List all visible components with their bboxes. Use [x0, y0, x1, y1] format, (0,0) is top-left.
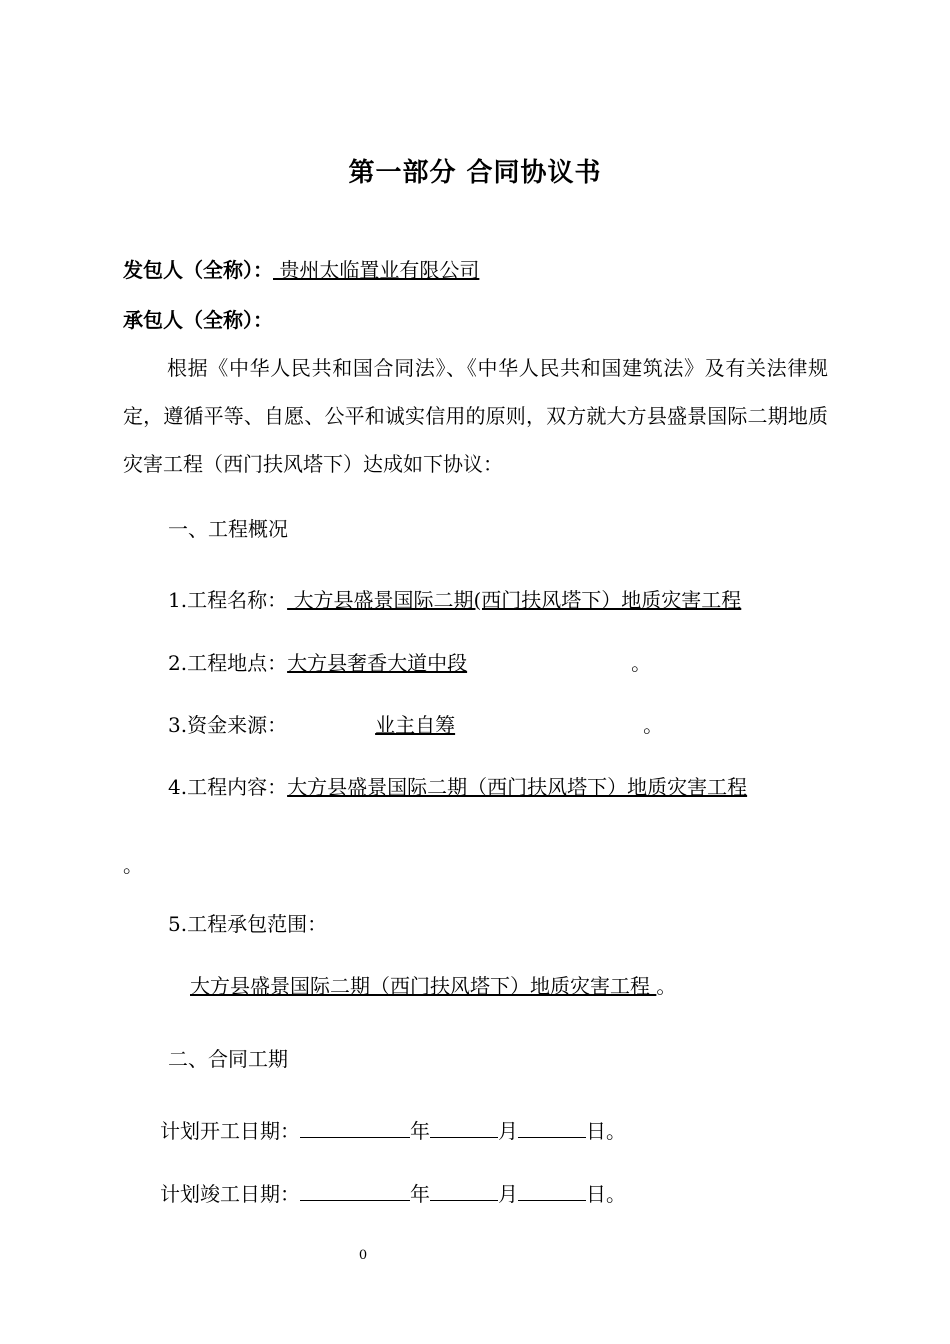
intro-paragraph: 根据《中华人民共和国合同法》、《中华人民共和国建筑法》及有关法律规定，遵循平等、自愿、公平和诚实信用的原则，双方就大方县盛景国际二期地质灾害工程（西门扶风塔下）达成如下协议：	[123, 356, 828, 476]
project-location-value: 大方县奢香大道中段	[287, 651, 468, 675]
project-name-line	[168, 584, 741, 613]
project-name-label: 1.工程名称：	[168, 588, 288, 612]
scope-end: 。	[656, 974, 677, 998]
scope-label: 5.工程承包范围：	[168, 912, 328, 936]
start-month-label: 月	[498, 1119, 518, 1143]
start-day-blank	[518, 1115, 586, 1138]
planned-start-line	[160, 1115, 626, 1144]
project-content-end: 。	[123, 853, 143, 877]
finish-month-label: 月	[498, 1182, 518, 1206]
planned-start-label: 计划开工日期：	[160, 1119, 300, 1143]
finish-day-label: 日。	[586, 1182, 626, 1206]
page-title: 第一部分 合同协议书	[348, 158, 602, 188]
planned-finish-label: 计划竣工日期：	[160, 1182, 300, 1206]
project-location-line	[168, 647, 651, 676]
funding-source-line	[168, 709, 663, 738]
contractor-line	[123, 304, 273, 333]
project-content-label: 4.工程内容：	[168, 775, 288, 799]
start-year-blank	[300, 1115, 410, 1138]
page-number: 0	[358, 1248, 368, 1263]
employer-value: 贵州太临置业有限公司	[273, 258, 480, 282]
project-name-value: 大方县盛景国际二期(西门扶风塔下）地质灾害工程	[287, 588, 742, 612]
contractor-label: 承包人（全称）：	[123, 308, 273, 332]
scope-value: 大方县盛景国际二期（西门扶风塔下）地质灾害工程	[190, 974, 657, 998]
scope-line	[190, 970, 676, 999]
funding-source-end: 。	[643, 713, 664, 737]
project-location-end: 。	[631, 651, 652, 675]
funding-source-label: 3.资金来源：	[168, 713, 288, 737]
planned-finish-line	[160, 1178, 626, 1207]
employer-label: 发包人（全称）：	[123, 258, 273, 282]
employer-line	[123, 254, 479, 283]
finish-day-blank	[518, 1178, 586, 1201]
section-heading-period: 二、合同工期	[168, 1047, 288, 1071]
project-content-line	[168, 771, 747, 800]
funding-source-value: 业主自筹	[375, 713, 456, 737]
section-heading-overview: 一、工程概况	[168, 517, 288, 541]
start-day-label: 日。	[586, 1119, 626, 1143]
project-content-value: 大方县盛景国际二期（西门扶风塔下）地质灾害工程	[287, 775, 748, 799]
finish-year-blank	[300, 1178, 410, 1201]
project-location-label: 2.工程地点：	[168, 651, 288, 675]
finish-month-blank	[430, 1178, 498, 1201]
start-year-label: 年	[410, 1119, 430, 1143]
finish-year-label: 年	[410, 1182, 430, 1206]
start-month-blank	[430, 1115, 498, 1138]
